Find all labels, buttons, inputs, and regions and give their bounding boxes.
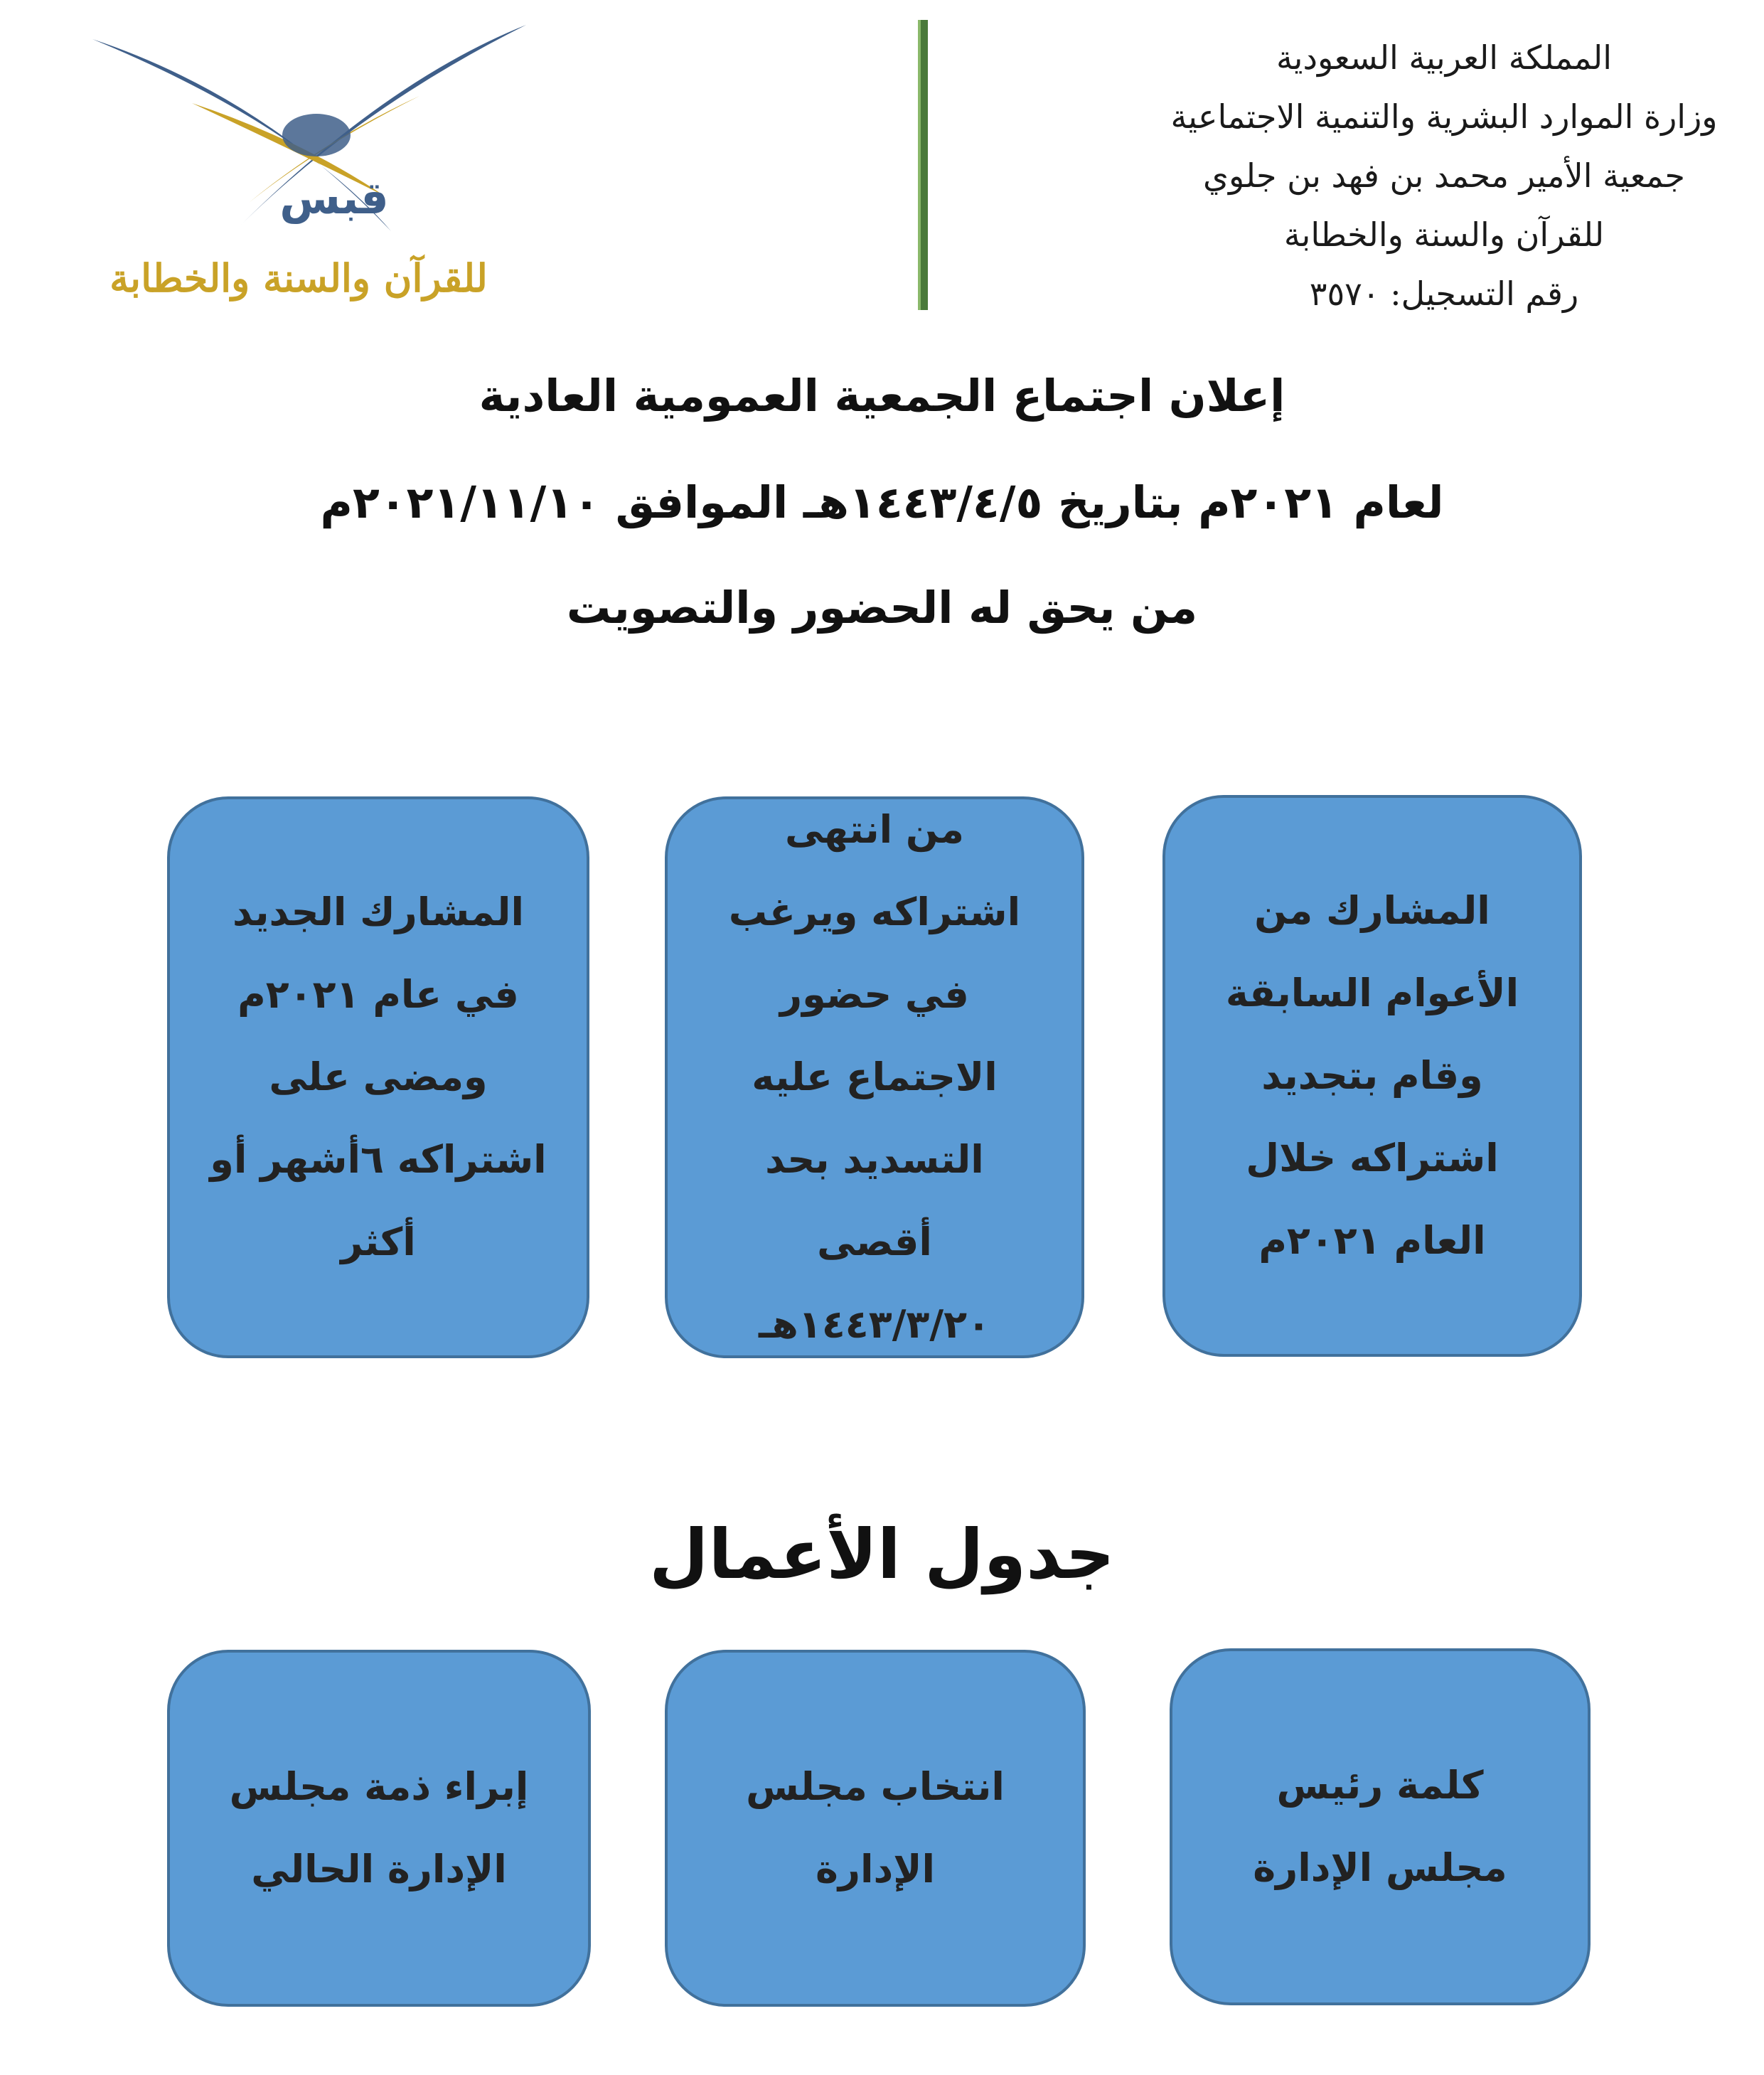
header-line-association: جمعية الأمير محمد بن فهد بن جلوي [1203, 156, 1685, 195]
eligibility-text: من انتهى اشتراكه ويرغب في حضور الاجتماع عليه التسديد بحد أقصى ١٤٤٣/٣/٢٠هـ [728, 807, 1021, 1347]
logo-subtitle: للقرآن والسنة والخطابة [109, 255, 488, 301]
agenda-item-board-election [665, 1650, 1086, 2007]
logo-center-mark [282, 114, 351, 156]
agenda-item-board-discharge [167, 1650, 591, 2007]
header-line-country: المملكة العربية السعودية [1276, 38, 1612, 77]
agenda-title: جدول الأعمال [649, 1515, 1115, 1594]
header-line-registration: رقم التسجيل: ٣٥٧٠ [1309, 274, 1579, 313]
eligibility-box-expired-subscription [665, 796, 1084, 1358]
agenda-item-text: انتخاب مجلس الإدارة [746, 1764, 1005, 1892]
header-line-field: للقرآن والسنة والخطابة [1283, 215, 1605, 254]
eligibility-box-previous-years [1162, 795, 1582, 1357]
header-divider [918, 20, 928, 310]
agenda-item-text: كلمة رئيس مجلس الإدارة [1253, 1763, 1507, 1890]
agenda-item-text: إبراء ذمة مجلس الإدارة الحالي [229, 1764, 529, 1892]
association-logo [85, 18, 533, 316]
eligibility-text: المشارك الجديد في عام ٢٠٢١م ومضى على اشتراكه ٦أشهر أو أكثر [210, 890, 547, 1264]
header-line-ministry: وزارة الموارد البشرية والتنمية الاجتماعية [1170, 97, 1718, 136]
eligibility-text: المشارك من الأعوام السابقة وقام بتجديد اشتراكه خلال العام ٢٠٢١م [1225, 888, 1519, 1263]
announcement-date: لعام ٢٠٢١م بتاريخ ١٤٤٣/٤/٥هـ الموافق ٢٠٢١/١١/١٠م [320, 476, 1444, 528]
organization-header [1153, 28, 1736, 324]
announcement-title: إعلان اجتماع الجمعية العمومية العادية [479, 370, 1285, 422]
eligibility-heading: من يحق له الحضور والتصويت [566, 582, 1198, 634]
logo-name: قبس [279, 172, 389, 224]
eligibility-box-new-member [167, 796, 589, 1358]
agenda-item-chairman-speech [1170, 1648, 1591, 2005]
